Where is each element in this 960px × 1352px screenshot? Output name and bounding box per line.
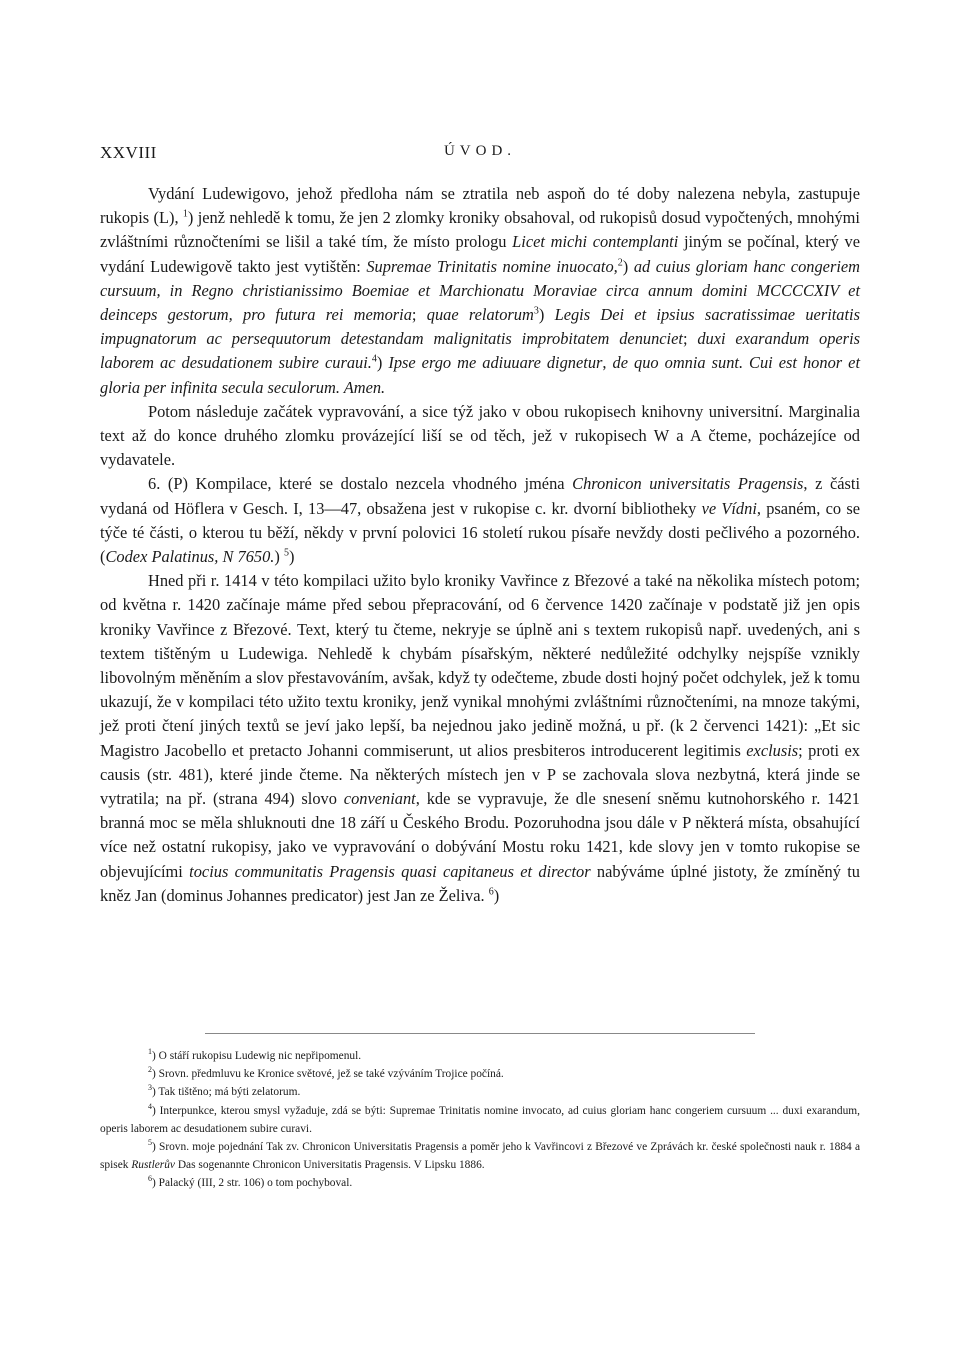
italic-text: conveniant <box>343 789 416 809</box>
text-run: ) <box>622 256 634 276</box>
italic-text: Legis Dei et ipsius sacratissimae ueritatis impugnatorum ac persequutorum detestandam malignitatis improbitatem denunciet <box>100 305 860 349</box>
running-title: ÚVOD. <box>443 143 517 159</box>
italic-text: quae relatorum <box>426 305 534 325</box>
footnote-marker: 4 <box>148 1101 152 1111</box>
paragraph <box>100 400 860 473</box>
text-run: ) Palacký (III, 2 str. 106) o tom pochyboval. <box>152 1177 353 1190</box>
text-run: , <box>602 353 613 373</box>
italic-text: Rustlerův <box>131 1159 175 1172</box>
paragraph <box>100 569 860 908</box>
italic-text: duxi exarandum operis laborem ac desudationem subire curaui. <box>100 329 860 373</box>
footnote <box>100 1174 860 1192</box>
italic-text: ve Vídni <box>701 498 757 518</box>
paragraph <box>100 182 860 400</box>
footnote-marker: 6 <box>148 1174 152 1184</box>
text-run: ; <box>682 329 698 349</box>
italic-text: Chronicon universitatis Pragensis <box>572 474 804 494</box>
footnote <box>100 1138 860 1174</box>
footnote-marker: 6 <box>488 886 494 898</box>
footnotes <box>100 1047 860 1193</box>
text-run: ) jenž nehledě k tomu, že jen 2 zlomky kroniky obsahoval, od rukopisů dosud vypočtených, mnohými zvláštními různočteními se lišil a také tím, že místo prologu <box>100 208 860 252</box>
footnote-marker: 2 <box>617 257 623 269</box>
text-run: ) <box>538 305 555 325</box>
text-run: ) <box>376 353 389 373</box>
text-run: ) Tak tištěno; má býti zelatorum. <box>152 1086 301 1099</box>
footnote-marker: 4 <box>371 353 377 365</box>
text-run: , z části vydaná od Höflera v Gesch. I, 13—47, obsažena jest v rukopise c. kr. dvorní bibliotheky <box>100 474 860 518</box>
footnote <box>100 1102 860 1138</box>
footnote-marker: 3 <box>148 1083 152 1093</box>
text-run: ; proti ex causis (str. 481), které jinde čteme. Na některých místech jen v P se zachovala slova nezbytná, která jinde se vytratila; na př. (strana 494) slovo <box>100 740 860 809</box>
text-run: Das sogenannte Chronicon Universitatis Pragensis. V Lipsku 1886. <box>174 1159 485 1172</box>
italic-text: Ipse ergo me adiuuare dignetur <box>388 353 603 373</box>
footnote-divider <box>205 1033 755 1034</box>
text-run: ) O stáří rukopisu Ludewig nic nepřipomenul. <box>152 1050 362 1062</box>
italic-text: de quo omnia sunt. Cui est honor et gloria per infinita secula seculorum. Amen. <box>100 353 860 397</box>
footnote-marker: 1 <box>182 208 188 220</box>
page-number: XXVIII <box>100 143 157 162</box>
footnote-marker: 1 <box>148 1047 152 1057</box>
text-run: ) <box>493 885 500 905</box>
text-run: ) Srovn. předmluvu ke Kronice světové, jež se také vzýváním Trojice počíná. <box>152 1068 504 1081</box>
text-run: ) <box>288 547 295 567</box>
text-run: 6. (P) Kompilace, které se dostalo nezcela vhodného jména <box>148 474 573 494</box>
italic-text: Codex Palatinus, N 7650. <box>105 547 275 567</box>
footnote <box>100 1047 860 1065</box>
text-run: Hned při r. 1414 v této kompilaci užito bylo kroniky Vavřince z Březové a také na několika místech potom; od května r. 1420 začínaje máme před sebou přepracování, od 6 července 1420 začínaje v podstatě již jen opis kroniky Vavřince z Březové. Text, který tu čteme, nekryje se úplně ani s textem rukopisů např. uvedených, ani s textem tištěným u Ludewiga. Nehledě k chybám písařským, některé nedůležité odchylky nejspíše vznikly libovolným měněním a slov přestavováním, avšak, když ty odečteme, zbude dosti hojný počet odchylek, jež k tomu ukazují, že v kompilaci této užito textu kroniky, jenž vynikal mnohými zvláštními různočteními, na mnoze takými, jež proti čtení jiných textů se jeví jako lepší, ba nejednou jako jedině možná, u př. (k 2 červenci 1421): „Et sic Magistro Jacobello et pretacto Johanni commiserunt, ut alios presbiteros introducerent legitimis <box>100 571 860 760</box>
text-run: , kde se vypravuje, že dle snesení sněmu kutnohorského r. 1421 branná moc se měla shluknouti dne 18 září u Českého Brodu. Pozoruhodna jsou dále v P některá místa, obsahující více než ostatní rukopisy, jako ve vypravování o dobývání Mostu roku 1421, kde slovy jen v tomto rukopise se objevujícími <box>100 789 860 881</box>
footnote-marker: 2 <box>148 1065 152 1075</box>
italic-text: exclusis <box>746 740 799 760</box>
text-run: Vydání Ludewigovo, jehož předloha nám se ztratila neb aspoň do té doby nalezena nebyla, zastupuje rukopis (L), <box>100 184 860 228</box>
text-run: ) <box>274 547 284 567</box>
italic-text: Licet michi contemplanti <box>512 232 679 252</box>
text-run: ; <box>411 305 427 325</box>
text-run: Potom následuje začátek vypravování, a sice týž jako v obou rukopisech knihovny universitní. Marginalia text až do konce druhého zlomku provázející liší se od těch, jež v rukopisech W a A čteme, pocházejíce od vydavatele. <box>100 401 860 470</box>
paragraph <box>100 472 860 569</box>
footnote-marker: 3 <box>533 305 539 317</box>
footnote <box>100 1083 860 1101</box>
text-run: ) Interpunkce, kterou smysl vyžaduje, zdá se býti: Supremae Trinitatis nomine invocato, ad cuius gloriam hanc congeriem cursuum ... duxi exarandum, operis laborem ac desudationem subire curavi. <box>100 1104 860 1135</box>
footnote <box>100 1065 860 1083</box>
italic-text: tocius communitatis Pragensis quasi capitaneus et director <box>189 861 591 881</box>
text-run: , psaném, co se týče té části, o kterou tu běží, někdy v první polovici 16 století rukou písaře nevždy dosti pečlivého a pozorného. ( <box>100 498 860 567</box>
text-run: jiným se počínal, který ve vydání Ludewigově takto jest vytištěn: <box>100 232 860 276</box>
footnote-marker: 5 <box>148 1138 152 1148</box>
footnote-marker: 5 <box>283 547 289 559</box>
text-run: ) Srovn. moje pojednání Tak zv. Chronicon Universitatis Pragensis a poměr jeho k Vavřincovi z Březové ve Zprávách kr. české společnosti nauk r. 1884 a spisek <box>100 1141 860 1172</box>
italic-text: Supremae Trinitatis nomine inuocato, <box>366 256 618 276</box>
page-header <box>0 143 960 167</box>
italic-text: ad cuius gloriam hanc congeriem cursuum, in Regno christianissimo Boemiae et Marchionatu Moraviae circa annum domini MCCCCXIV et deinceps gestorum, pro futura rei memoria <box>100 256 860 325</box>
body-text <box>100 182 860 908</box>
text-run: nabýváme úplné jistoty, že zmíněný tu kněz Jan (dominus Johannes predicator) jest Jan ze Želiva. <box>100 861 860 905</box>
